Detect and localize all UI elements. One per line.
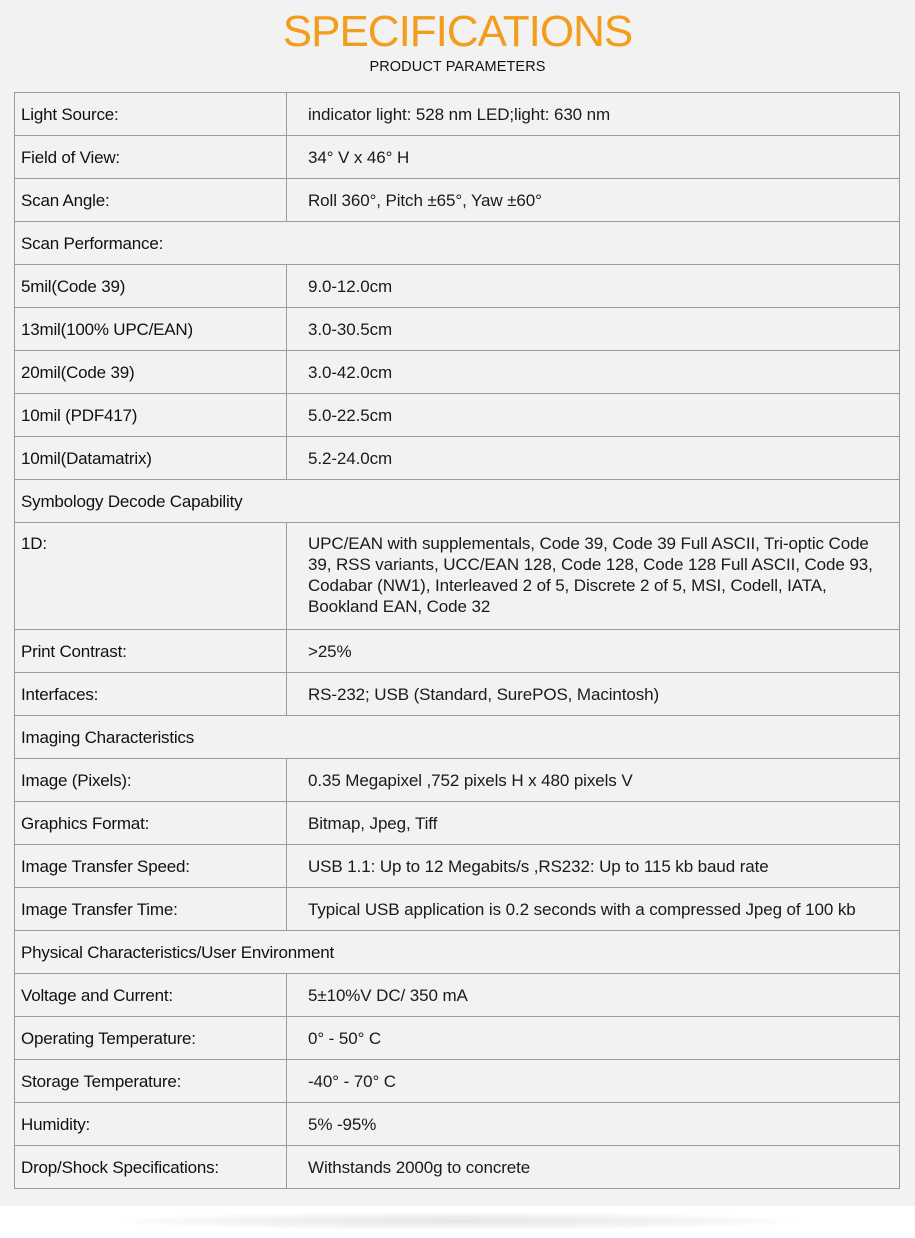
spec-row bbox=[15, 673, 900, 716]
spec-row bbox=[15, 759, 900, 802]
spec-row bbox=[15, 308, 900, 351]
spec-label: Storage Temperature: bbox=[15, 1060, 287, 1103]
spec-row bbox=[15, 1060, 900, 1103]
spec-row bbox=[15, 394, 900, 437]
spec-row bbox=[15, 265, 900, 308]
section-row bbox=[15, 480, 900, 523]
spec-value: -40° - 70° C bbox=[287, 1060, 900, 1103]
spec-label: Light Source: bbox=[15, 93, 287, 136]
specifications-table-body bbox=[15, 93, 900, 1189]
page-subtitle: PRODUCT PARAMETERS bbox=[369, 59, 546, 75]
spec-row bbox=[15, 437, 900, 480]
spec-label: 20mil(Code 39) bbox=[15, 351, 287, 394]
spec-row bbox=[15, 845, 900, 888]
spec-value: indicator light: 528 nm LED;light: 630 nm bbox=[287, 93, 900, 136]
section-row bbox=[15, 716, 900, 759]
spec-label: 10mil(Datamatrix) bbox=[15, 437, 287, 480]
section-heading: Imaging Characteristics bbox=[15, 716, 900, 759]
spec-value: 3.0-30.5cm bbox=[287, 308, 900, 351]
spec-row bbox=[15, 888, 900, 931]
spec-label: Operating Temperature: bbox=[15, 1017, 287, 1060]
spec-value: 0° - 50° C bbox=[287, 1017, 900, 1060]
spec-value: 9.0-12.0cm bbox=[287, 265, 900, 308]
spec-row bbox=[15, 351, 900, 394]
spec-row bbox=[15, 802, 900, 845]
spec-value: Withstands 2000g to concrete bbox=[287, 1146, 900, 1189]
section-row bbox=[15, 931, 900, 974]
spec-row bbox=[15, 136, 900, 179]
spec-label: Graphics Format: bbox=[15, 802, 287, 845]
spec-value: USB 1.1: Up to 12 Megabits/s ,RS232: Up to 115 kb baud rate bbox=[287, 845, 900, 888]
spec-label: Scan Angle: bbox=[15, 179, 287, 222]
spec-label: Image Transfer Speed: bbox=[15, 845, 287, 888]
section-heading: Scan Performance: bbox=[15, 222, 900, 265]
spec-row bbox=[15, 1146, 900, 1189]
spec-value: Bitmap, Jpeg, Tiff bbox=[287, 802, 900, 845]
spec-label: 10mil (PDF417) bbox=[15, 394, 287, 437]
spec-row bbox=[15, 179, 900, 222]
spec-value: 5±10%V DC/ 350 mA bbox=[287, 974, 900, 1017]
spec-label: Print Contrast: bbox=[15, 630, 287, 673]
spec-value: 5.0-22.5cm bbox=[287, 394, 900, 437]
spec-row bbox=[15, 1017, 900, 1060]
spec-value: Typical USB application is 0.2 seconds with a compressed Jpeg of 100 kb bbox=[287, 888, 900, 931]
spec-value: UPC/EAN with supplementals, Code 39, Code 39 Full ASCII, Tri-optic Code 39, RSS variants, UCC/EAN 128, Code 128, Code 128 Full ASCII, Code 93, Codabar (NW1), Interleaved 2 of 5, Discrete 2 of 5, MSI, Codell, IATA, Bookland EAN, Code 32 bbox=[287, 523, 900, 630]
spec-row bbox=[15, 523, 900, 630]
spec-label: Image Transfer Time: bbox=[15, 888, 287, 931]
spec-value: 5% -95% bbox=[287, 1103, 900, 1146]
spec-value: Roll 360°, Pitch ±65°, Yaw ±60° bbox=[287, 179, 900, 222]
spec-label: Interfaces: bbox=[15, 673, 287, 716]
spec-label: 13mil(100% UPC/EAN) bbox=[15, 308, 287, 351]
spec-value: RS-232; USB (Standard, SurePOS, Macintosh) bbox=[287, 673, 900, 716]
specifications-table bbox=[14, 92, 900, 1189]
spec-value: 0.35 Megapixel ,752 pixels H x 480 pixels V bbox=[287, 759, 900, 802]
spec-label: Voltage and Current: bbox=[15, 974, 287, 1017]
spec-row bbox=[15, 630, 900, 673]
spec-label: Drop/Shock Specifications: bbox=[15, 1146, 287, 1189]
spec-value: 34° V x 46° H bbox=[287, 136, 900, 179]
spec-row bbox=[15, 1103, 900, 1146]
spec-row bbox=[15, 93, 900, 136]
spec-value: >25% bbox=[287, 630, 900, 673]
spec-label: Humidity: bbox=[15, 1103, 287, 1146]
spec-label: 5mil(Code 39) bbox=[15, 265, 287, 308]
section-heading: Symbology Decode Capability bbox=[15, 480, 900, 523]
section-row bbox=[15, 222, 900, 265]
page-title: SPECIFICATIONS bbox=[282, 7, 633, 56]
spec-value: 3.0-42.0cm bbox=[287, 351, 900, 394]
spec-row bbox=[15, 974, 900, 1017]
spec-label: Field of View: bbox=[15, 136, 287, 179]
spec-value: 5.2-24.0cm bbox=[287, 437, 900, 480]
table-shadow bbox=[120, 1212, 795, 1230]
section-heading: Physical Characteristics/User Environment bbox=[15, 931, 900, 974]
spec-label: 1D: bbox=[15, 523, 287, 630]
spec-label: Image (Pixels): bbox=[15, 759, 287, 802]
